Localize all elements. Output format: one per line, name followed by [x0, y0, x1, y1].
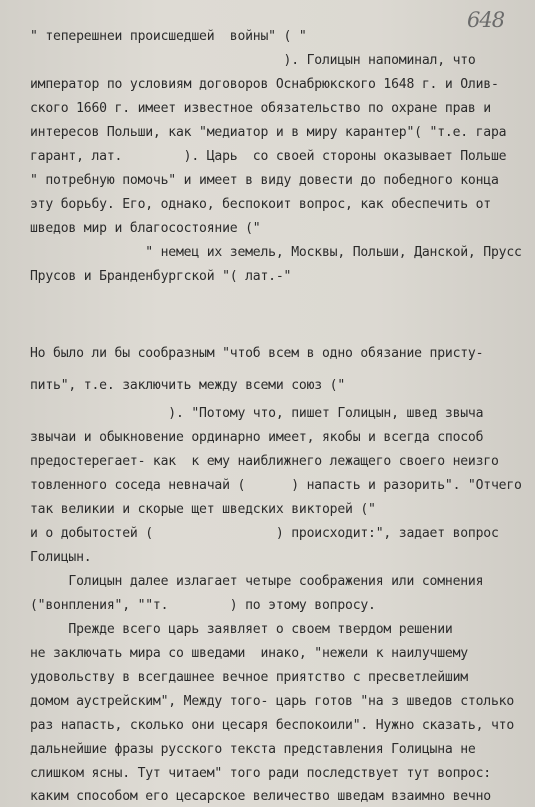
text-line: император по условиям договоров Оснабрюкского 1648 г. и Олив- [30, 77, 499, 92]
text-line: раз напасть, сколько они цесаря беспокоили". Нужно сказать, что [30, 718, 515, 733]
text-line: ского 1660 г. имеет известное обязательство по охране прав и [30, 101, 491, 116]
text-line: Прусов и Бранденбургской "( лат.-" [30, 269, 292, 284]
text-line: домом аустрейским", Между того- царь готов "на з шведов столько [30, 694, 515, 709]
text-line: слишком ясны. Тут читаем" того ради последствует тут вопрос: [30, 766, 491, 781]
text-line: ). "Потому что, пишет Голицын, швед звыча [30, 406, 484, 421]
text-line: Голицын далее излагает четыре соображения или сомнения [30, 574, 484, 589]
text-line: гарант, лат. ). Царь со своей стороны оказывает Польше [30, 149, 507, 164]
text-line: ). Голицын напоминал, что [30, 53, 476, 68]
text-line: " немец их земель, Москвы, Польши, Данской, Прусс [30, 245, 522, 260]
text-line: интересов Польши, как "медиатор и в миру карантер"( "т.е. гара [30, 125, 507, 140]
text-line: каким способом его цесарское величество шведам взаимно вечно [30, 789, 491, 804]
text-line: шведов мир и благосостояние (" [30, 221, 261, 236]
text-line: так великии и скорые щет шведских викторей (" [30, 502, 376, 517]
text-line: Прежде всего царь заявляет о своем твердом решении [30, 622, 453, 637]
text-line: дальнейшие фразы русского текста представления Голицына не [30, 742, 476, 757]
text-line: ("вонпления", ""т. ) по этому вопросу. [30, 598, 376, 613]
text-line: предостерегает- как к ему наиближнего лежащего своего неизго [30, 454, 499, 469]
text-line: Но было ли бы сообразным "чтоб всем в одно обязание присту- [30, 346, 484, 361]
text-line: не заключать мира со шведами инако, "нежели к наилучшему [30, 646, 468, 661]
text-line: Голицын. [30, 550, 92, 565]
text-line: удовольству в всегдашнее вечное приятство с пресветлейшим [30, 670, 468, 685]
text-line: " потребную помочь" и имеет в виду довести до победного конца [30, 173, 499, 188]
text-line: эту борьбу. Его, однако, беспокоит вопрос, как обеспечить от [30, 197, 491, 212]
text-line: и о добытостей ( ) происходит:", задает вопрос [30, 526, 499, 541]
text-line: " теперешнеи происшедшей войны" ( " [30, 29, 307, 44]
handwritten-page-number: 648 [467, 8, 505, 32]
text-line: пить", т.е. заключить между всеми союз (" [30, 378, 346, 393]
text-line: звычаи и обыкновение ординарно имеет, якобы и всегда способ [30, 430, 484, 445]
text-line: товленного соседа невначай ( ) напасть и разорить". "Отчего [30, 478, 522, 493]
